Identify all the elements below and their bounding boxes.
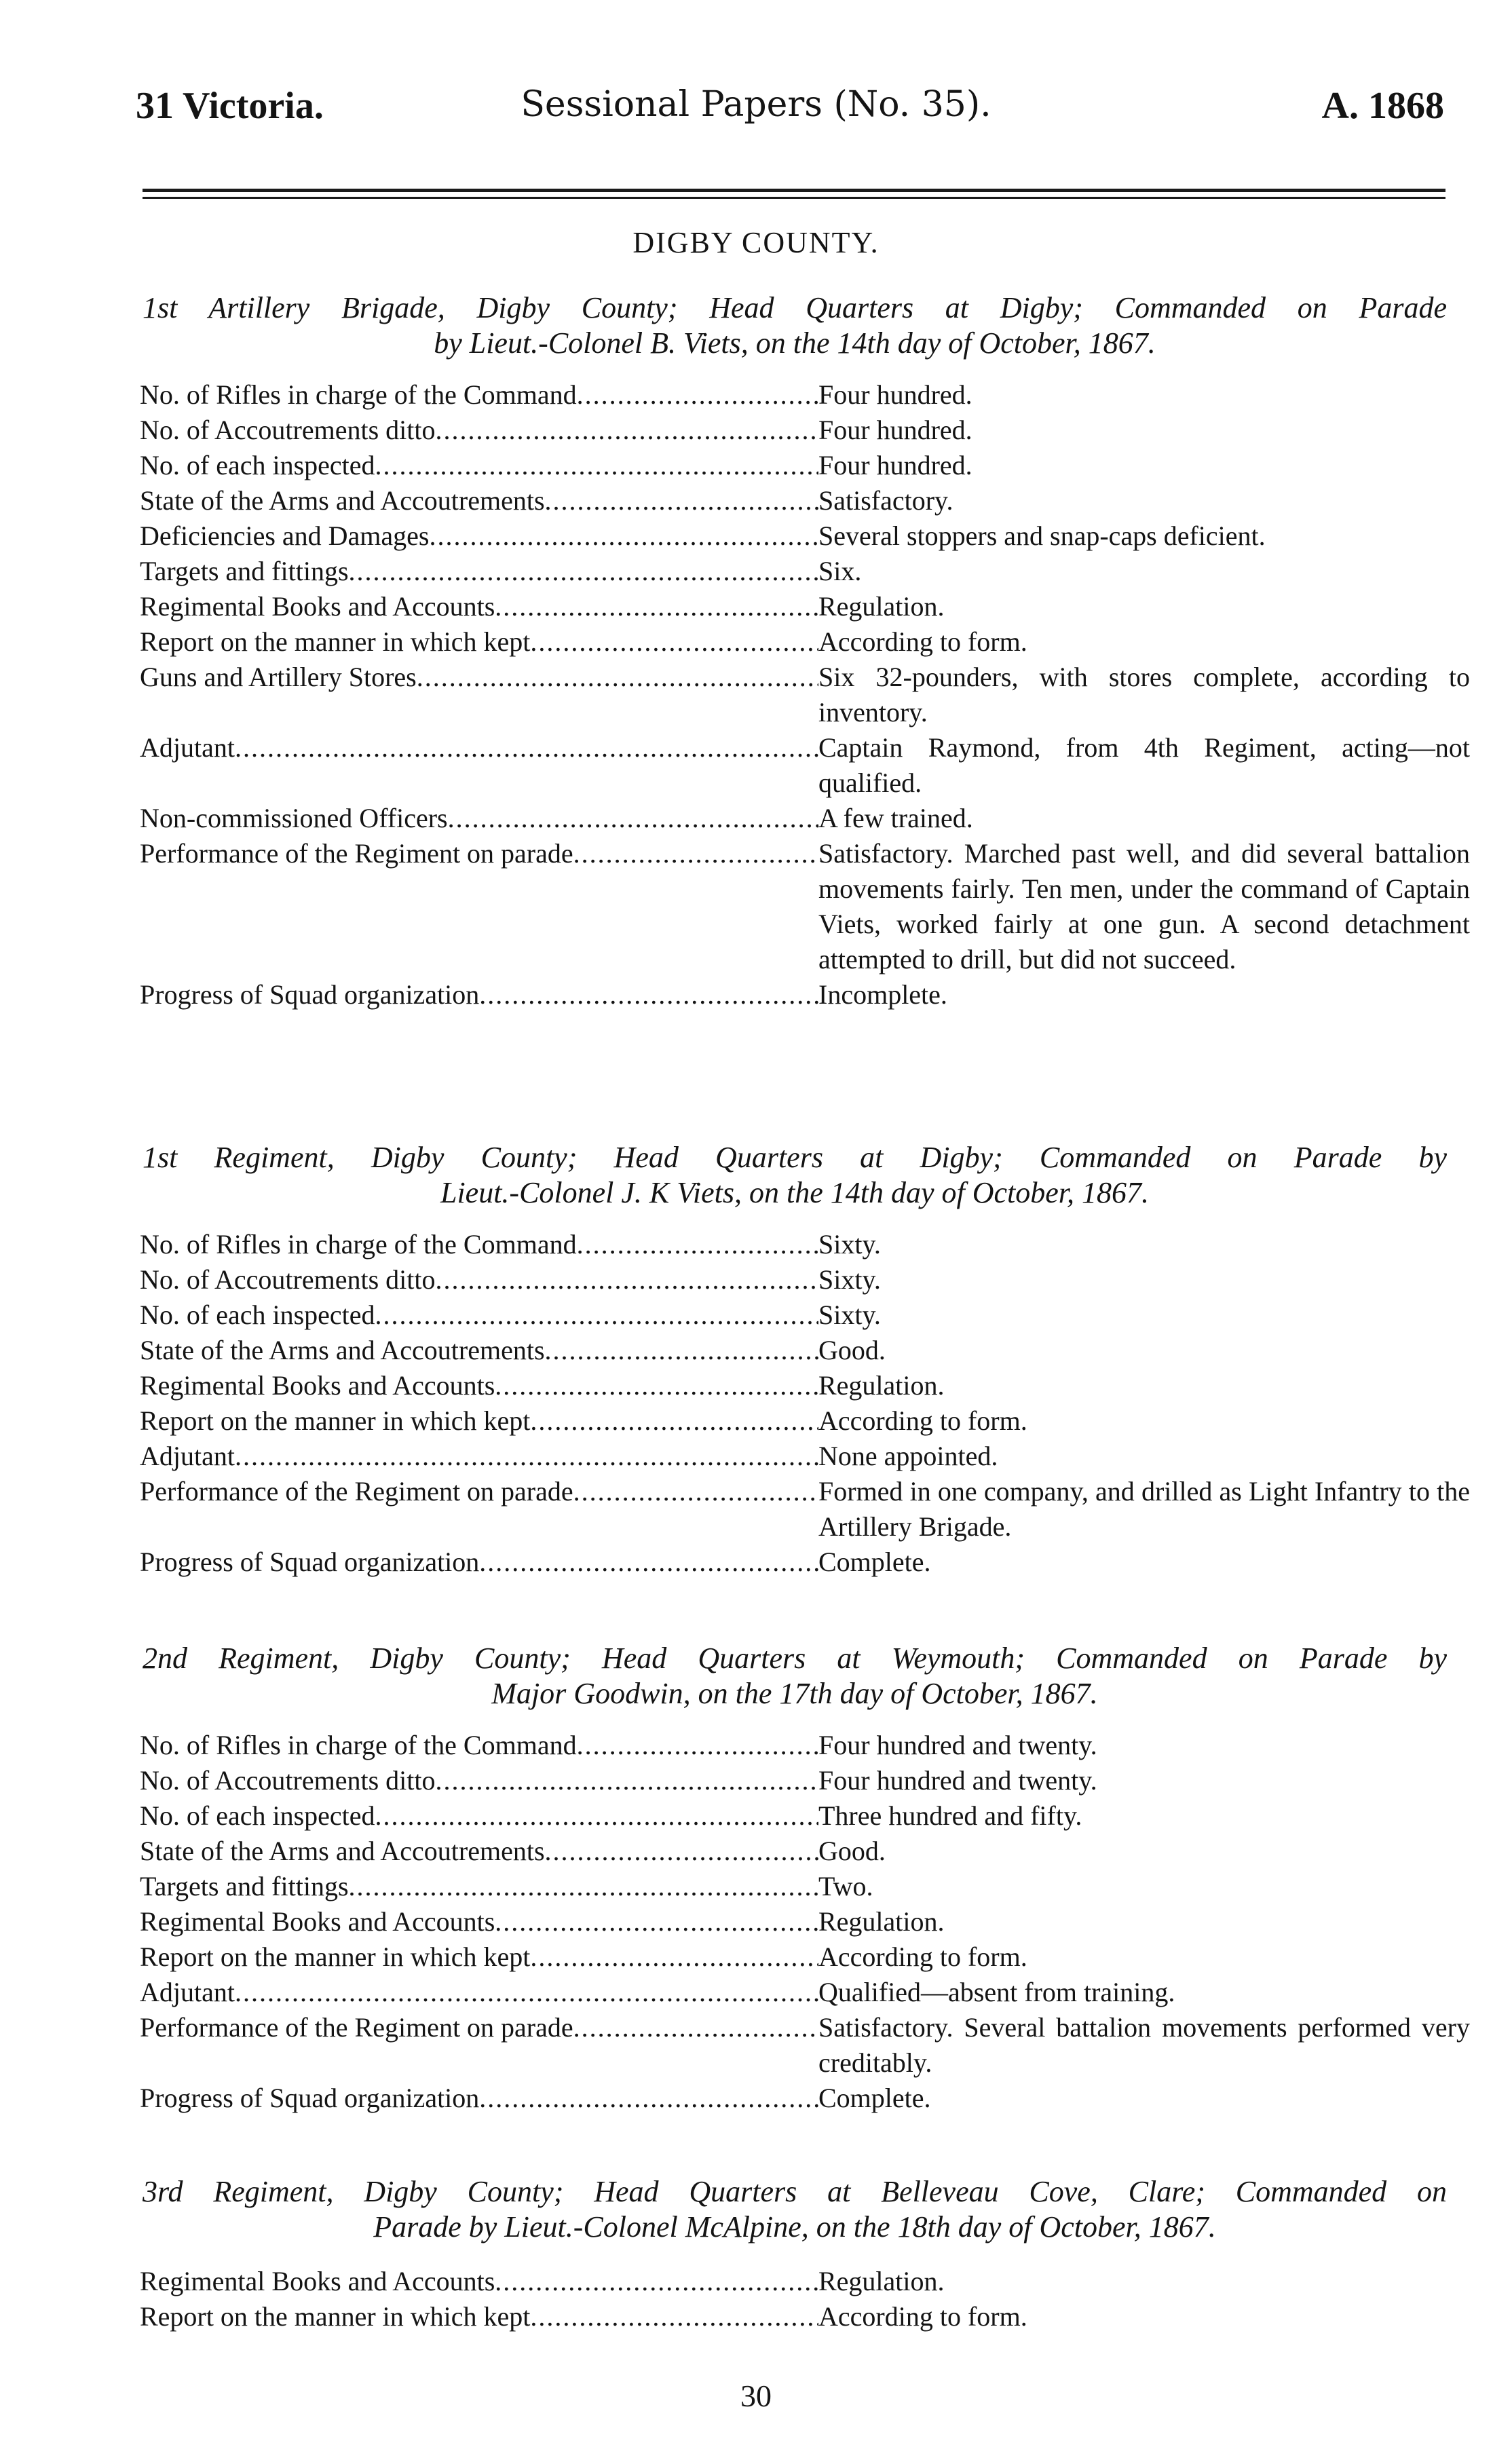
return-row [140,448,1470,483]
return-row [140,1403,1470,1439]
row-label: No. of each inspected [140,1800,375,1831]
return-row [140,554,1470,589]
row-label: No. of Rifles in charge of the Command [140,379,577,410]
return-row [140,1262,1470,1298]
return-row [140,1368,1470,1403]
section-heading [143,290,1447,361]
row-label: Targets and fittings [140,556,349,586]
row-label: Report on the manner in which kept [140,1942,531,1972]
row-value: Four hundred and twenty. [818,1765,1097,1796]
section-heading-line2: Parade by Lieut.-Colonel McAlpine, on the 18th day of October, 1867. [373,2210,1216,2243]
section-heading-line2: Major Goodwin, on the 17th day of October, 1867. [491,1677,1098,1710]
row-label: Adjutant [140,1977,235,2007]
return-row [140,1227,1470,1262]
return-row [140,1904,1470,1939]
return-row [140,589,1470,624]
return-row [140,1545,1470,1580]
row-label: No. of Rifles in charge of the Command [140,1730,577,1760]
row-value: Satisfactory. [818,485,953,516]
return-section [140,1728,1470,2116]
row-value: Good. [818,1836,886,1866]
row-value: According to form. [818,626,1027,657]
row-label: Targets and fittings [140,1871,349,1901]
row-value: Satisfactory. Several battalion movements performed very creditably. [818,2012,1470,2078]
row-label: Performance of the Regiment on parade [140,838,573,869]
return-row [140,1975,1470,2010]
row-label: Progress of Squad organization [140,979,480,1010]
section-heading-line1: 1st Artillery Brigade, Digby County; Head Quarters at Digby; Commanded on Parade [143,291,1447,324]
row-value: Incomplete. [818,979,947,1010]
return-row [140,1298,1470,1333]
row-label: Report on the manner in which kept [140,2301,531,2332]
row-label: Regimental Books and Accounts [140,1370,495,1401]
row-label: Guns and Artillery Stores [140,662,417,692]
return-row [140,836,1470,977]
row-value: Regulation. [818,591,945,622]
row-value: A few trained. [818,803,973,833]
return-row [140,977,1470,1012]
section-heading [143,1641,1447,1711]
row-value: Several stoppers and snap-caps deficient. [818,520,1266,551]
return-row [140,1939,1470,1975]
row-value: According to form. [818,1405,1027,1436]
return-row [140,2299,1470,2334]
return-row [140,1834,1470,1869]
return-row [140,518,1470,554]
row-label: Regimental Books and Accounts [140,591,495,622]
county-title: DIGBY COUNTY. [632,226,880,259]
return-row [140,660,1470,730]
header-year: A. 1868 [1321,85,1444,127]
return-row [140,1728,1470,1763]
return-row [140,1798,1470,1834]
section-heading-line2: by Lieut.-Colonel B. Viets, on the 14th day of October, 1867. [434,326,1156,360]
header-rule-bottom [143,197,1445,199]
return-row [140,483,1470,518]
row-value: Six. [818,556,862,586]
return-row [140,1869,1470,1904]
row-value: Sixty. [818,1300,881,1330]
row-value: Formed in one company, and drilled as Light Infantry to the Artillery Brigade. [818,1476,1470,1542]
return-row [140,2010,1470,2081]
row-label: No. of Accoutrements ditto [140,1765,436,1796]
page-number: 30 [740,2379,772,2413]
row-label: State of the Arms and Accoutrements [140,1335,545,1365]
section-heading [143,2174,1447,2245]
row-value: Regulation. [818,1906,945,1937]
return-row [140,624,1470,660]
row-label: Deficiencies and Damages [140,520,430,551]
row-label: Progress of Squad organization [140,2083,480,2113]
section-heading-line2: Lieut.-Colonel J. K Viets, on the 14th day of October, 1867. [440,1176,1150,1209]
return-section [140,1227,1470,1580]
row-value: Regulation. [818,1370,945,1401]
return-row [140,730,1470,801]
row-value: Good. [818,1335,886,1365]
row-label: No. of Accoutrements ditto [140,1264,436,1295]
row-label: State of the Arms and Accoutrements [140,485,545,516]
row-label: Regimental Books and Accounts [140,2266,495,2296]
row-label: No. of Accoutrements ditto [140,415,436,445]
row-label: Report on the manner in which kept [140,1405,531,1436]
row-label: Adjutant [140,1441,235,1471]
row-label: Report on the manner in which kept [140,626,531,657]
row-value: Regulation. [818,2266,945,2296]
row-value: Complete. [818,1547,931,1577]
return-row [140,2081,1470,2116]
row-label: State of the Arms and Accoutrements [140,1836,545,1866]
return-row [140,2264,1470,2299]
row-value: Captain Raymond, from 4th Regiment, acting—not qualified. [818,732,1470,798]
return-row [140,1763,1470,1798]
row-value: Sixty. [818,1264,881,1295]
row-value: Six 32-pounders, with stores complete, according to inventory. [818,662,1470,727]
row-value: Three hundred and fifty. [818,1800,1082,1831]
row-value: According to form. [818,1942,1027,1972]
header-rule-top [143,189,1445,192]
row-value: According to form. [818,2301,1027,2332]
row-value: Four hundred. [818,450,972,480]
row-value: Satisfactory. Marched past well, and did several battalion movements fairly. Ten men, under the command of Captain Viets, worked fairly at one gun. A second detachment attempted to drill, but did not succeed. [818,838,1470,974]
section-heading-line1: 1st Regiment, Digby County; Head Quarters at Digby; Commanded on Parade by [143,1141,1447,1174]
row-value: Four hundred. [818,415,972,445]
row-label: No. of each inspected [140,1300,375,1330]
return-row [140,801,1470,836]
row-value: None appointed. [818,1441,998,1471]
row-label: Non-commissioned Officers [140,803,448,833]
return-row [140,1439,1470,1474]
return-row [140,413,1470,448]
row-label: Regimental Books and Accounts [140,1906,495,1937]
header-title: Sessional Papers (No. 35). [521,84,991,125]
row-label: Performance of the Regiment on parade [140,2012,573,2043]
row-label: No. of each inspected [140,450,375,480]
row-value: Two. [818,1871,873,1901]
row-label: Progress of Squad organization [140,1547,480,1577]
return-section [140,2264,1470,2334]
row-label: Performance of the Regiment on parade [140,1476,573,1507]
section-heading-line1: 2nd Regiment, Digby County; Head Quarters at Weymouth; Commanded on Parade by [143,1642,1447,1675]
row-label: No. of Rifles in charge of the Command [140,1229,577,1260]
return-row [140,1333,1470,1368]
header-session: 31 Victoria. [136,85,324,127]
row-value: Complete. [818,2083,931,2113]
return-row [140,377,1470,413]
return-section [140,377,1470,1012]
row-value: Qualified—absent from training. [818,1977,1175,2007]
section-heading [143,1140,1447,1211]
section-heading-line1: 3rd Regiment, Digby County; Head Quarters at Belleveau Cove, Clare; Commanded on [143,2175,1447,2208]
row-value: Sixty. [818,1229,881,1260]
return-row [140,1474,1470,1545]
row-value: Four hundred and twenty. [818,1730,1097,1760]
row-value: Four hundred. [818,379,972,410]
row-label: Adjutant [140,732,235,763]
